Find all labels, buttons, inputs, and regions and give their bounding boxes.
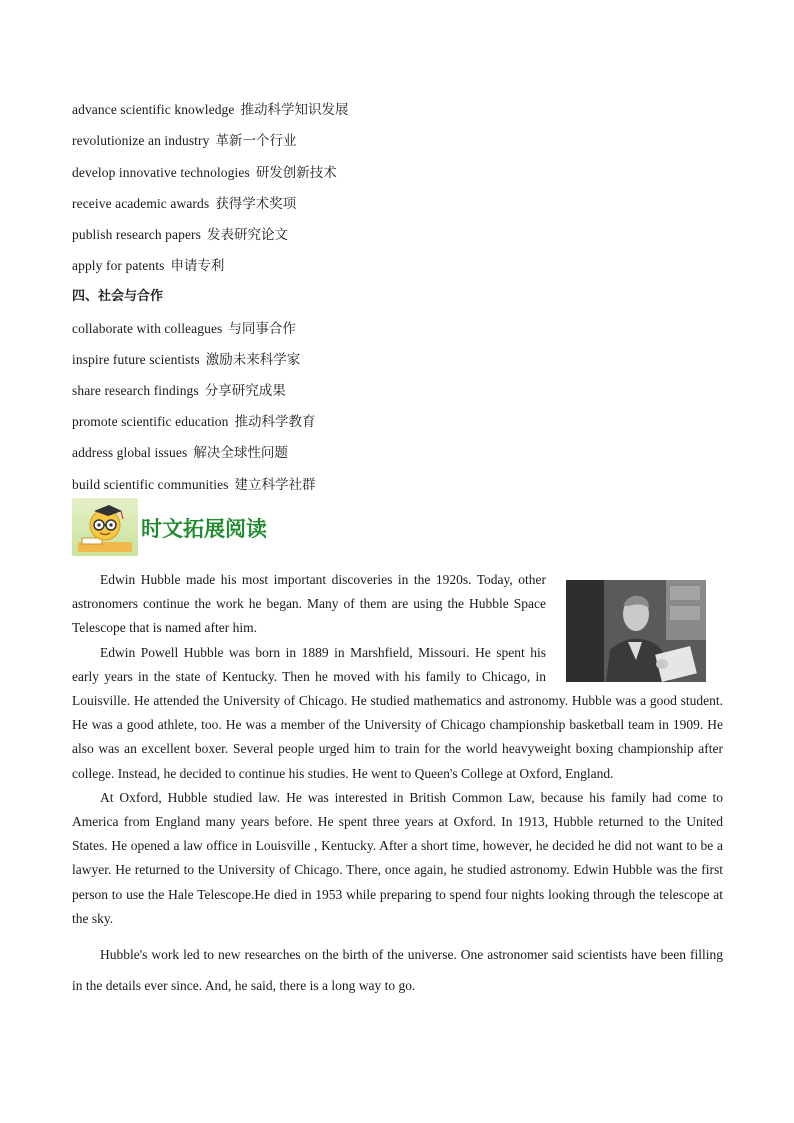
article-paragraph: Hubble's work led to new researches on the birth of the universe. One astronomer said scientists have been filling in the details ever since. And, he said, there is a long way to go.: [72, 947, 723, 994]
vocab-chinese: 解决全球性问题: [193, 445, 288, 461]
vocab-english: collaborate with colleagues: [72, 321, 223, 336]
vocab-chinese: 激励未来科学家: [205, 352, 301, 368]
vocab-chinese: 推动科学知识发展: [240, 102, 349, 118]
vocab-item: [72, 444, 288, 462]
vocab-english: receive academic awards: [72, 196, 210, 211]
vocab-chinese: 与同事合作: [228, 321, 296, 337]
vocab-english: revolutionize an industry: [72, 133, 210, 148]
vocab-chinese: 革新一个行业: [215, 133, 297, 149]
vocab-item: [72, 226, 288, 244]
vocab-chinese: 建立科学社群: [234, 477, 316, 493]
vocab-chinese: 获得学术奖项: [215, 196, 297, 212]
reading-article: [72, 568, 723, 1001]
vocab-english: build scientific communities: [72, 477, 229, 492]
vocab-item: [72, 101, 348, 119]
vocab-item: [72, 164, 337, 182]
vocab-item: [72, 320, 296, 338]
reading-banner: [72, 498, 372, 556]
vocab-english: develop innovative technologies: [72, 165, 250, 180]
vocab-english: publish research papers: [72, 227, 202, 242]
vocab-english: inspire future scientists: [72, 352, 200, 367]
vocab-english: promote scientific education: [72, 414, 229, 429]
vocab-chinese: 研发创新技术: [255, 165, 337, 181]
banner-title: 时文拓展阅读: [141, 517, 267, 541]
vocab-item: [72, 413, 316, 431]
vocab-item: [72, 382, 286, 400]
vocab-item: [72, 476, 316, 494]
vocab-item: [72, 195, 296, 213]
section-heading: 四、社会与合作: [72, 289, 164, 304]
vocab-english: share research findings: [72, 383, 199, 398]
student-mascot-icon: [72, 498, 138, 556]
vocab-chinese: 分享研究成果: [204, 383, 286, 399]
hubble-photo: [566, 580, 706, 682]
vocab-item: [72, 351, 300, 369]
vocab-english: advance scientific knowledge: [72, 102, 235, 117]
vocab-chinese: 申请专利: [170, 258, 225, 274]
article-paragraph: Edwin Powell Hubble was born in 1889 in Marshfield, Missouri. He spent his early years in the state of Kentucky. Then he moved with his family to Chicago, in Louisville. He attended the University of Chicago. He studied mathematics and astronomy. Hubble was a good student. He was a good athlete, too. He was a member of the University of Chicago championship basketball team in 1909. He also was an excellent boxer. Several people urged him to train for the world heavyweight boxing championship after college. Instead, he decided to continue his studies. He went to Queen's College at Oxford, England.: [72, 644, 723, 781]
vocab-item: [72, 257, 224, 275]
vocab-english: apply for patents: [72, 258, 165, 273]
article-paragraph: At Oxford, Hubble studied law. He was interested in British Common Law, because his family had come to America from England many years before. He spent three years at Oxford. In 1913, Hubble returned to the United States. He opened a law office in Louisville , Kentucky. After a short time, however, he decided he did not want to be a lawyer. He returned to the University of Chicago. There, once again, he studied astronomy. Edwin Hubble was the first person to use the Hale Telescope.He died in 1953 while preparing to spend four nights looking through the telescope at the sky.: [72, 789, 723, 926]
vocab-english: address global issues: [72, 445, 188, 460]
vocab-chinese: 推动科学教育: [234, 414, 316, 430]
vocab-item: [72, 132, 296, 150]
article-paragraph: Edwin Hubble made his most important discoveries in the 1920s. Today, other astronomers continue the work he began. Many of them are using the Hubble Space Telescope that is named after him.: [72, 572, 546, 636]
vocab-chinese: 发表研究论文: [207, 227, 289, 243]
